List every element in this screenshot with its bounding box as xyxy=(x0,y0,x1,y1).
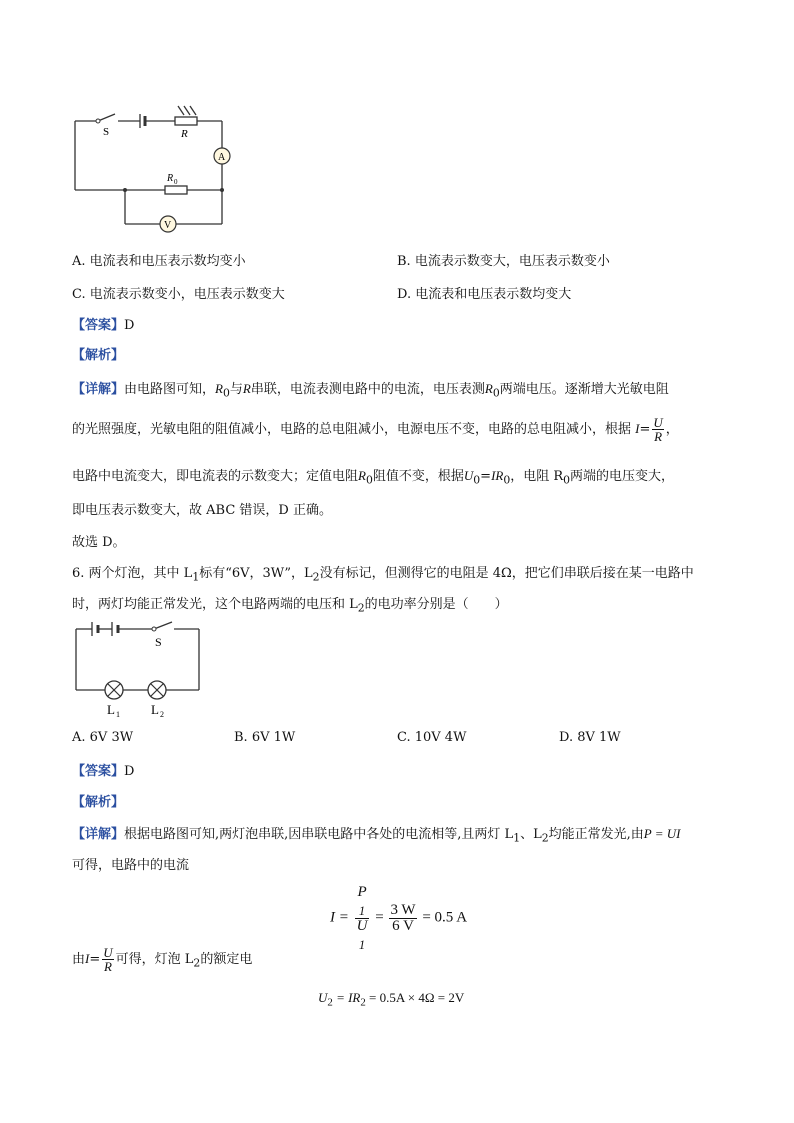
equation-current xyxy=(330,885,467,951)
q6-answer-line xyxy=(72,760,134,779)
text: 两端电压。逐渐增大光敏电阻 xyxy=(499,382,669,397)
fraction-3w-6v xyxy=(389,903,416,934)
answer-value: D xyxy=(124,318,135,333)
subscript: 1 xyxy=(513,831,521,845)
equation-voltage xyxy=(318,990,464,1009)
q6-option-d: D. 8V 1W xyxy=(559,730,621,745)
option-b: B. 电流表示数变大，电压表示数变小 xyxy=(397,254,610,269)
q6-option-b: B. 6V 1W xyxy=(234,730,296,745)
q6-option-c: C. 10V 4W xyxy=(397,730,467,745)
text: ， xyxy=(665,422,679,437)
option-a: A. 电流表和电压表示数均变小 xyxy=(72,254,246,269)
lamp-l1-label: L xyxy=(107,702,115,717)
num: U xyxy=(103,945,113,960)
text: 与 xyxy=(229,382,243,397)
den: 6 V xyxy=(392,917,414,934)
text: 没有标记，但测得它的电阻是 4Ω，把它们串联后接在某一电路中 xyxy=(319,566,694,581)
text: 的额定电 xyxy=(200,952,253,967)
detail-tag: 【详解】 xyxy=(72,827,125,842)
option-c: C. 电流表示数变小，电压表示数变大 xyxy=(72,287,285,302)
r0-subscript: 0 xyxy=(174,178,178,186)
r0-label: R xyxy=(167,173,174,184)
den: R xyxy=(654,429,663,444)
subscript: 2 xyxy=(541,831,549,845)
answer-tag: 【答案】 xyxy=(72,318,125,333)
circuit-diagram-1 xyxy=(60,100,250,240)
q6-stem-line-1 xyxy=(72,562,694,584)
analysis-tag: 【解析】 xyxy=(72,348,125,363)
text: 、L xyxy=(520,827,542,842)
text: 可得，灯泡 L xyxy=(115,952,194,967)
lamp-l2-sub: 2 xyxy=(160,710,164,718)
q6-detail-line-2: 可得，电路中的电流 xyxy=(72,858,190,873)
text: 标有“6V，3W”，L xyxy=(199,566,313,581)
q6-detail-line-3 xyxy=(72,946,252,973)
den: R xyxy=(103,959,112,974)
p: P xyxy=(357,884,367,900)
num: U xyxy=(653,415,663,430)
detail-line-3 xyxy=(72,465,674,487)
detail-line-2 xyxy=(72,416,679,443)
math-r0: R xyxy=(484,381,493,396)
text: 的光照强度，光敏电阻的阻值减小，电路的总电阻减小，电源电压不变，电路的总电阻减小，根据 xyxy=(72,422,632,437)
text: 由 xyxy=(72,952,86,967)
subscript: 2 xyxy=(312,570,320,584)
subscript: 0 xyxy=(563,473,571,487)
eq-result: = 0.5 A xyxy=(422,909,468,926)
subscript: 2 xyxy=(193,956,201,970)
u: U xyxy=(318,990,328,1005)
subscript: 0 xyxy=(503,473,511,487)
switch-label: S xyxy=(155,635,162,649)
math-eq: = xyxy=(639,422,651,437)
sub: 1 xyxy=(358,904,366,918)
fraction-p1-u1 xyxy=(355,885,370,951)
sub: 1 xyxy=(358,937,366,952)
switch-label: S xyxy=(103,126,110,138)
fraction-u-over-r xyxy=(652,416,663,443)
math-u0: U xyxy=(463,468,474,483)
num: 3 W xyxy=(390,901,416,918)
subscript: 0 xyxy=(222,386,230,400)
lamp-l1-sub: 1 xyxy=(116,710,120,718)
q6-analysis-tag: 【解析】 xyxy=(72,795,125,810)
subscript: 0 xyxy=(365,473,373,487)
q6-stem-line-2 xyxy=(72,593,508,615)
math-i: I xyxy=(85,951,90,966)
answer-value: D xyxy=(124,764,135,779)
detail-line-4: 即电压表示数变大，故 ABC 错误，D 正确。 xyxy=(72,503,332,518)
subscript: 0 xyxy=(492,386,500,400)
text: ，电阻 R xyxy=(510,469,564,484)
text: 时，两灯均能正常发光，这个电路两端的电压和 L xyxy=(72,597,358,612)
answer-line xyxy=(72,314,134,333)
text: 电路中电流变大，即电流表的示数变大；定值电阻 xyxy=(72,469,359,484)
ammeter-label: A xyxy=(218,152,226,163)
text: 阻值不变，根据 xyxy=(372,469,464,484)
q6-option-a: A. 6V 3W xyxy=(72,730,134,745)
text: 两端的电压变大， xyxy=(570,469,675,484)
subscript: 2 xyxy=(357,601,365,615)
voltmeter-label: V xyxy=(164,220,172,231)
text: 6. 两个灯泡，其中 L xyxy=(72,566,193,581)
text: 串联，电流表测电路中的电流，电压表测 xyxy=(250,382,485,397)
text: 根据电路图可知,两灯泡串联,因串联电路中各处的电流相等,且两灯 L xyxy=(124,827,514,842)
math-r0: R xyxy=(358,468,366,483)
eq: = xyxy=(375,909,384,926)
text: 的电功率分别是（ ） xyxy=(364,597,508,612)
ir: = IR xyxy=(332,990,361,1005)
q6-detail-line-1 xyxy=(72,823,680,845)
den xyxy=(355,919,370,952)
math-r0: R xyxy=(215,381,223,396)
detail-tag: 【详解】 xyxy=(72,382,125,397)
answer-tag: 【答案】 xyxy=(72,764,125,779)
text: 均能正常发光,由 xyxy=(548,827,644,842)
fraction-u-over-r xyxy=(102,946,113,973)
math-r: R xyxy=(242,381,251,396)
eq-lhs: I = xyxy=(330,909,349,926)
lamp-l2-label: L xyxy=(151,702,159,717)
resistor-label: R xyxy=(181,128,188,140)
detail-line-5: 故选 D。 xyxy=(72,535,126,550)
text: 由电路图可知， xyxy=(124,382,216,397)
num xyxy=(355,885,370,919)
sub: 2 xyxy=(327,996,333,1009)
u: U xyxy=(356,917,368,934)
math-eq: = xyxy=(480,469,492,484)
subscript: 1 xyxy=(192,570,200,584)
option-d: D. 电流表和电压表示数均变大 xyxy=(397,287,572,302)
detail-line-1 xyxy=(72,378,669,400)
subscript: 0 xyxy=(473,473,481,487)
math-eq: = xyxy=(89,952,101,967)
circuit-diagram-2 xyxy=(68,618,208,718)
math-ir0: IR xyxy=(491,468,504,483)
math-i: I xyxy=(635,421,640,436)
rest: = 0.5A × 4Ω = 2V xyxy=(365,990,465,1005)
sub: 2 xyxy=(360,996,366,1009)
math-p-ui: P = UI xyxy=(643,826,681,841)
